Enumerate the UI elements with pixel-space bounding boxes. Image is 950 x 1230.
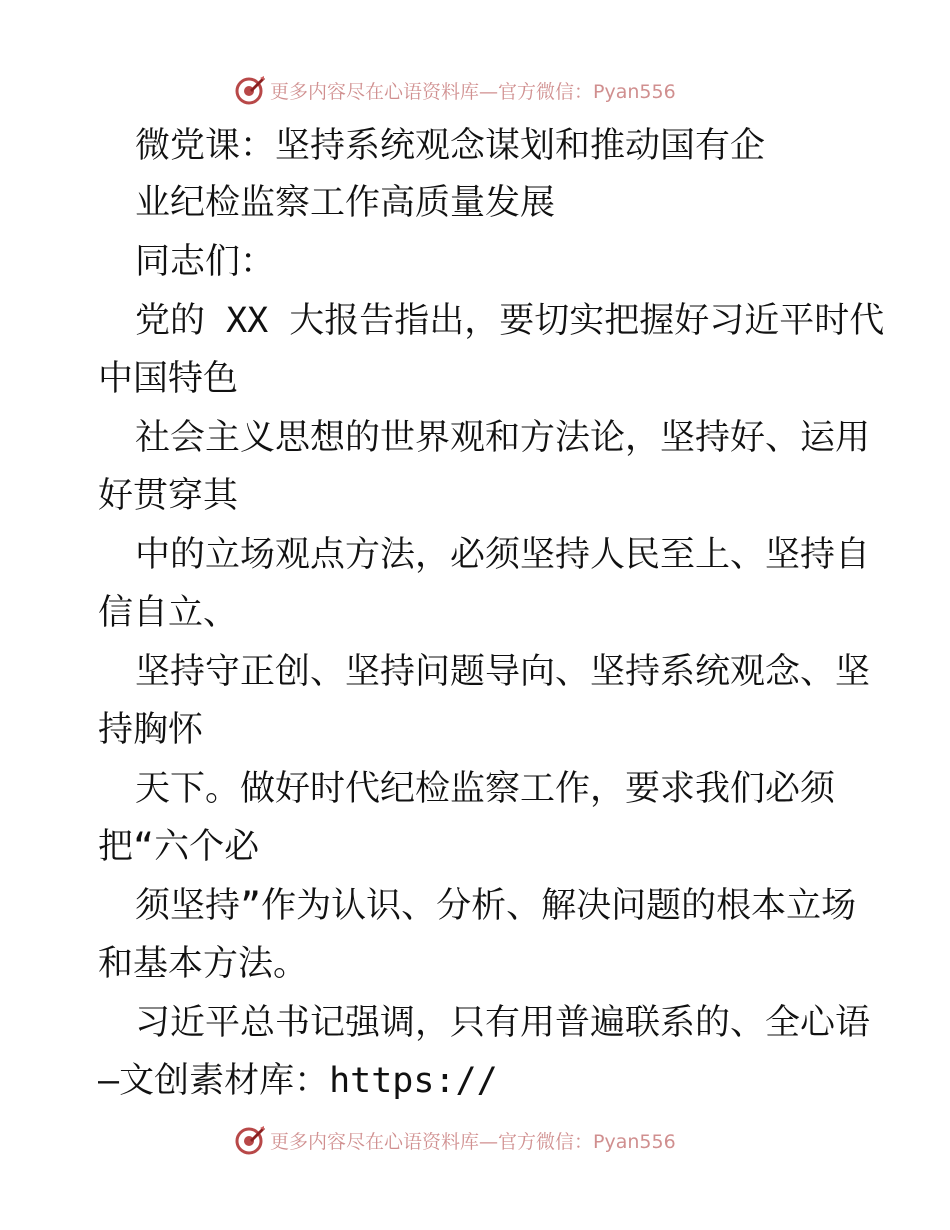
paragraph-line: 天下。做好时代纪检监察工作，要求我们必须 bbox=[135, 769, 836, 809]
paragraph-line: —文创素材库：https:// bbox=[98, 1061, 498, 1101]
paragraph-line: 党的 XX 大报告指出，要切实把握好习近平时代 bbox=[135, 301, 885, 341]
watermark-header bbox=[234, 73, 676, 107]
paragraph-line: 和基本方法。 bbox=[98, 944, 309, 984]
watermark-footer bbox=[234, 1123, 676, 1157]
paragraph-line: 中的立场观点方法，必须坚持人民至上、坚持自 bbox=[135, 535, 871, 575]
quill-pen-seal-icon bbox=[234, 74, 266, 106]
title-line-1: 微党课：坚持系统观念谋划和推动国有企 bbox=[135, 126, 766, 166]
paragraph-line: 须坚持”作为认识、分析、解决问题的根本立场 bbox=[135, 886, 857, 926]
paragraph-line: 信自立、 bbox=[98, 593, 239, 633]
watermark-text: 更多内容尽在心语资料库—官方微信：Pyan556 bbox=[270, 1130, 676, 1153]
watermark-text: 更多内容尽在心语资料库—官方微信：Pyan556 bbox=[270, 80, 676, 103]
salutation: 同志们： bbox=[135, 242, 276, 282]
title-line-2: 业纪检监察工作高质量发展 bbox=[135, 183, 556, 223]
paragraph-line: 社会主义思想的世界观和方法论，坚持好、运用 bbox=[135, 418, 871, 458]
paragraph-line: 坚持守正创、坚持问题导向、坚持系统观念、坚 bbox=[135, 652, 871, 692]
quill-pen-seal-icon bbox=[234, 1124, 266, 1156]
paragraph-line: 把“六个必 bbox=[98, 827, 260, 867]
paragraph-line: 好贯穿其 bbox=[98, 476, 239, 516]
paragraph-line: 持胸怀 bbox=[98, 710, 204, 750]
paragraph-line: 中国特色 bbox=[98, 359, 239, 399]
paragraph-line: 习近平总书记强调，只有用普遍联系的、全心语 bbox=[135, 1003, 871, 1043]
